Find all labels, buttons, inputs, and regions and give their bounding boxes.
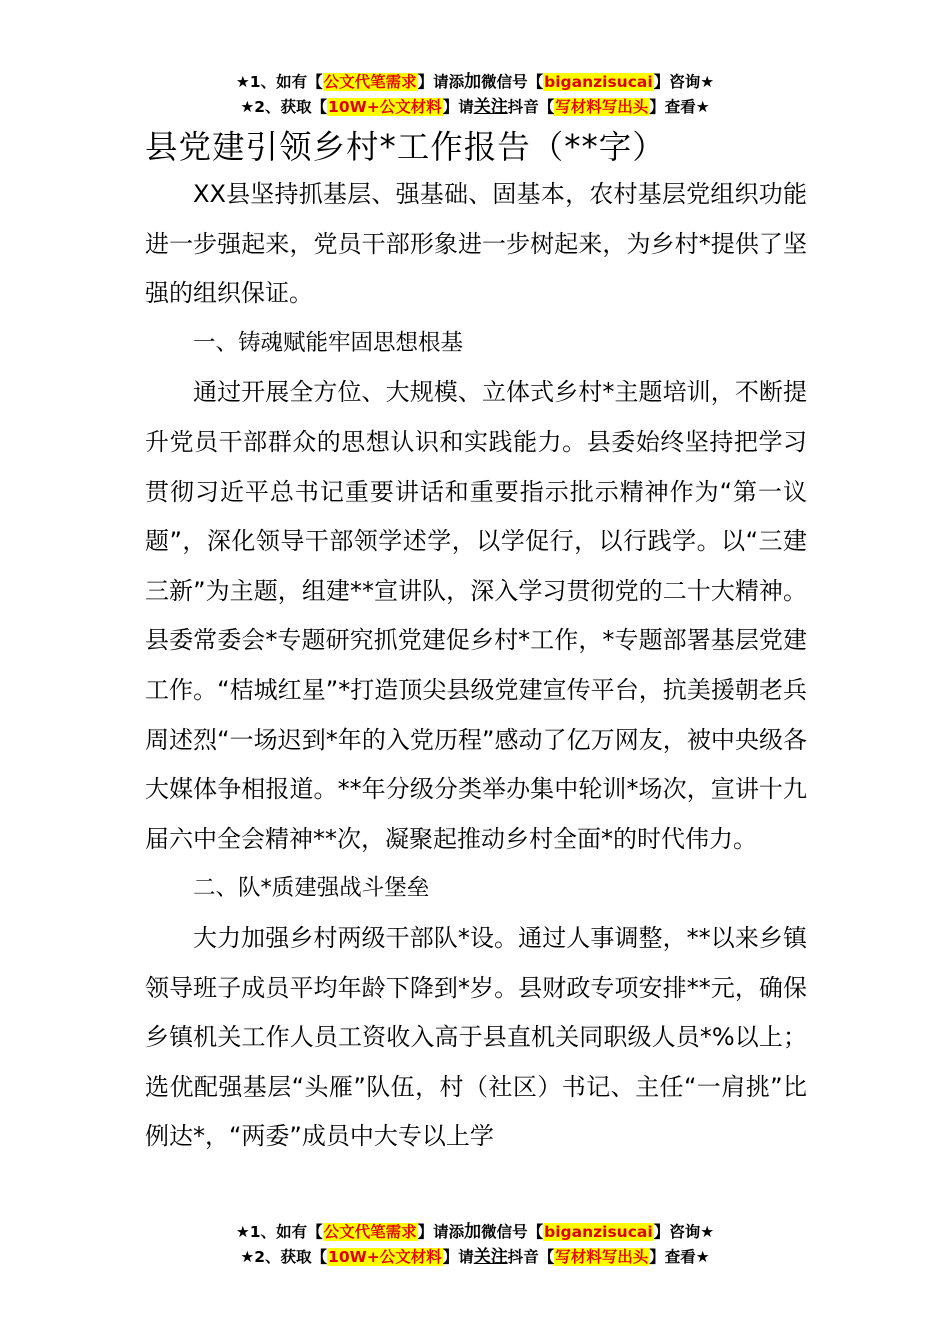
wechat-need-highlight: 公文代笔需求: [323, 73, 417, 91]
top-banner: [0, 70, 950, 120]
banner-line-1: ★1、如有【公文代笔需求】请添加微信号【biganzisucai】咨询★: [235, 1222, 715, 1242]
materials-highlight: 10W+公文材料: [328, 98, 442, 116]
douyin-account-highlight: 写材料写出头: [555, 1248, 649, 1266]
materials-highlight: 10W+公文材料: [328, 1248, 442, 1266]
section-2-heading: 二、队*质建强战斗堡垒: [193, 875, 430, 902]
wechat-id-highlight: biganzisucai: [544, 1223, 653, 1241]
intro-paragraph: XX县坚持抓基层、强基础、固基本，农村基层党组织功能进一步强起来，党员干部形象进一步树起来，为乡村*提供了坚强的组织保证。: [145, 180, 807, 308]
bottom-banner: [0, 1220, 950, 1270]
banner-line-2: ★2、获取【10W+公文材料】请关注抖音【写材料写出头】查看★: [240, 97, 710, 117]
document-body: [145, 170, 807, 1162]
section-2-paragraph: 大力加强乡村两级干部队*设。通过人事调整，**以来乡镇领导班子成员平均年龄下降到*岁。县财政专项安排**元，确保乡镇机关工作人员工资收入高于县直机关同职级人员*%以上；选优配强基层“头雁”队伍，村（社区）书记、主任“一肩挑”比例达*，“两委”成员中大专以上学: [145, 923, 807, 1151]
section-1-paragraph: 通过开展全方位、大规模、立体式乡村*主题培训，不断提升党员干部群众的思想认识和实践能力。县委始终坚持把学习贯彻习近平总书记重要讲话和重要指示批示精神作为“第一议题”，深化领导干部领学述学，以学促行，以行践学。以“三建三新”为主题，组建**宣讲队，深入学习贯彻党的二十大精神。县委常委会*专题研究抓党建促乡村*工作，*专题部署基层党建工作。“桔城红星”*打造顶尖县级党建宣传平台，抗美援朝老兵周述烈“一场迟到*年的入党历程”感动了亿万网友，被中央级各大媒体争相报道。**年分级分类举办集中轮训*场次，宣讲十九届六中全会精神**次，凝聚起推动乡村全面*的时代伟力。: [145, 378, 807, 853]
wechat-id-highlight: biganzisucai: [544, 73, 653, 91]
banner-line-1: ★1、如有【公文代笔需求】请添加微信号【biganzisucai】咨询★: [235, 72, 715, 92]
document-title: 县党建引领乡村*工作报告（**字）: [145, 128, 666, 166]
douyin-account-highlight: 写材料写出头: [555, 98, 649, 116]
banner-line-2: ★2、获取【10W+公文材料】请关注抖音【写材料写出头】查看★: [240, 1247, 710, 1267]
wechat-need-highlight: 公文代笔需求: [323, 1223, 417, 1241]
section-1-heading: 一、铸魂赋能牢固思想根基: [193, 329, 464, 356]
